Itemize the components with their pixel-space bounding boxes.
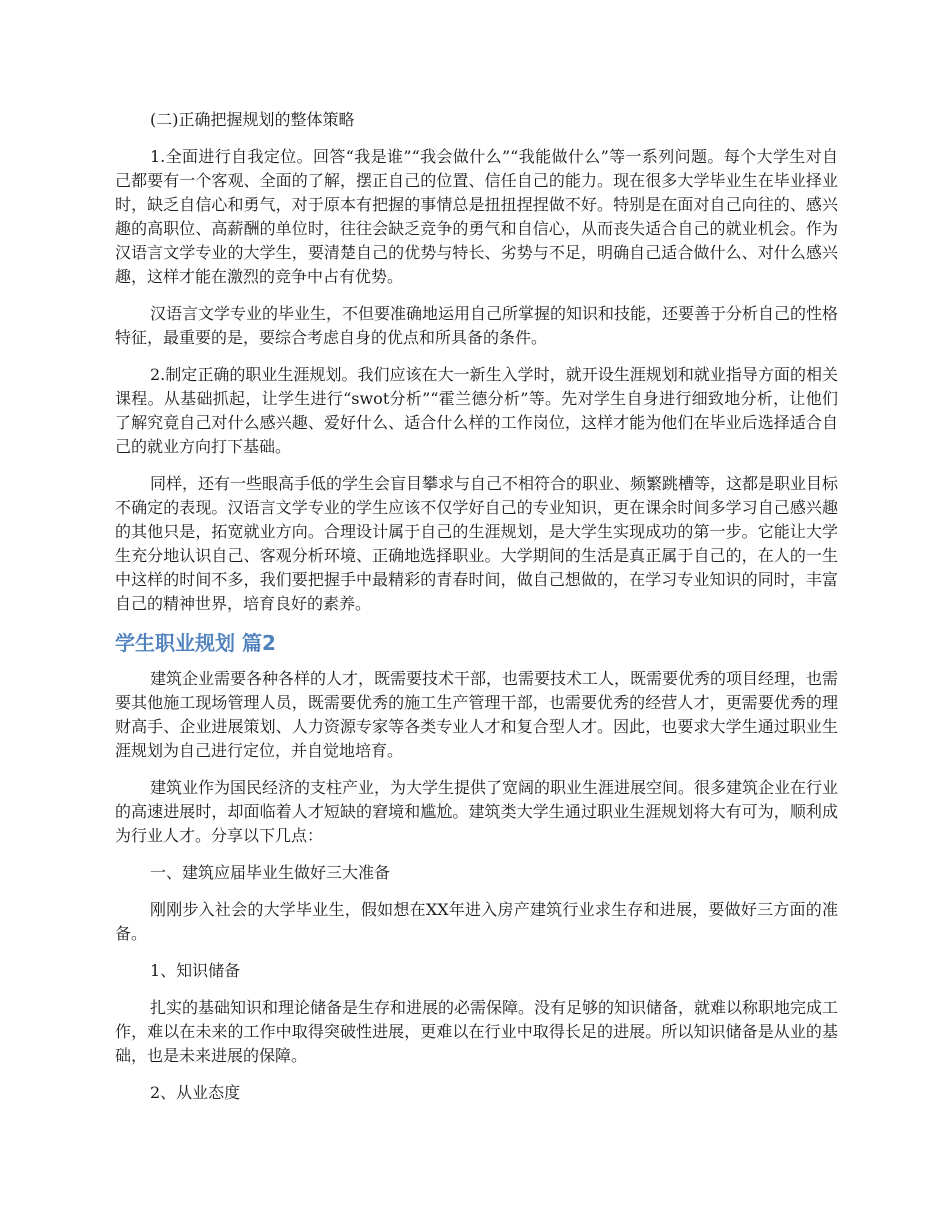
subheading-knowledge-reserve: 1、知识储备 bbox=[150, 961, 241, 980]
paragraph-chinese-graduates: 汉语言文学专业的毕业生，不但要准确地运用自己所掌握的知识和技能，还要善于分析自己的性格特征，最重要的是，要综合考虑自身的优点和所具备的条件。 bbox=[115, 304, 839, 347]
paragraph-construction-talent: 建筑企业需要各种各样的人才，既需要技术干部，也需要技术工人，既需要优秀的项目经理，也需要其他施工现场管理人员，既需要优秀的施工生产管理干部，也需要优秀的经营人才，更需要优秀的理财高手、企业进展策划、人力资源专家等各类专业人才和复合型人才。因此，也要求大学生通过职业生涯规划为自己进行定位，并自觉地培育。 bbox=[115, 669, 839, 760]
paragraph-knowledge-reserve: 扎实的基础知识和理论储备是生存和进展的必需保障。没有足够的知识储备，就难以称职地完成工作，难以在未来的工作中取得突破性进展，更难以在行业中取得长足的进展。所以知识储备是从业的基础，也是未来进展的保障。 bbox=[115, 998, 839, 1065]
paragraph-career-planning: 2.制定正确的职业生涯规划。我们应该在大一新生入学时，就开设生涯规划和就业指导方面的相关课程。从基础抓起，让学生进行“swot分析”“霍兰德分析”等。先对学生自身进行细致地分析，让他们了解究竟自己对什么感兴趣、爱好什么、适合什么样的工作岗位，这样才能为他们在毕业后选择适合自己的就业方向打下基础。 bbox=[115, 365, 838, 456]
paragraph-self-positioning: 1.全面进行自我定位。回答“我是谁”“我会做什么”“我能做什么”等一系列问题。每个大学生对自己都要有一个客观、全面的了解，摆正自己的位置、信任自己的能力。现在很多大学毕业生在毕业择业时，缺乏自信心和勇气，对于原本有把握的事情总是扭扭捏捏做不好。特别是在面对自己向往的、感兴趣的高职位、高薪酬的单位时，往往会缺乏竞争的勇气和自信心，从而丧失适合自己的就业机会。作为汉语言文学专业的大学生，要清楚自己的优势与特长、劣势与不足，明确自己适合做什么、对什么感兴趣，这样才能在激烈的竞争中占有优势。 bbox=[115, 147, 838, 286]
paragraph-new-graduates: 刚刚步入社会的大学毕业生，假如想在XX年进入房产建筑行业求生存和进展，要做好三方面的准备。 bbox=[115, 900, 838, 943]
subheading-overall-strategy: (二)正确把握规划的整体策略 bbox=[150, 110, 355, 129]
paragraph-career-goals: 同样，还有一些眼高手低的学生会盲目攀求与自己不相符合的职业、频繁跳槽等，这都是职业目标不确定的表现。汉语言文学专业的学生应该不仅学好自己的专业知识，更在课余时间多学习自己感兴趣的其他只是，拓宽就业方向。合理设计属于自己的生涯规划，是大学生实现成功的第一步。它能让大学生充分地认识自己、客观分析环境、正确地选择职业。大学期间的生活是真正属于自己的，在人的一生中这样的时间不多，我们要把握手中最精彩的青春时间，做自己想做的，在学习专业知识的同时，丰富自己的精神世界，培育良好的素养。 bbox=[115, 474, 839, 613]
paragraph-construction-industry: 建筑业作为国民经济的支柱产业，为大学生提供了宽阔的职业生涯进展空间。很多建筑企业在行业的高速进展时，却面临着人才短缺的窘境和尴尬。建筑类大学生通过职业生涯规划将大有可为，顺利成为行业人才。分享以下几点： bbox=[115, 778, 839, 845]
document-page bbox=[115, 108, 838, 1118]
section-title: 学生职业规划 篇2 bbox=[115, 631, 276, 655]
subheading-three-preparations: 一、建筑应届毕业生做好三大准备 bbox=[150, 863, 391, 882]
subheading-work-attitude: 2、从业态度 bbox=[150, 1083, 241, 1102]
